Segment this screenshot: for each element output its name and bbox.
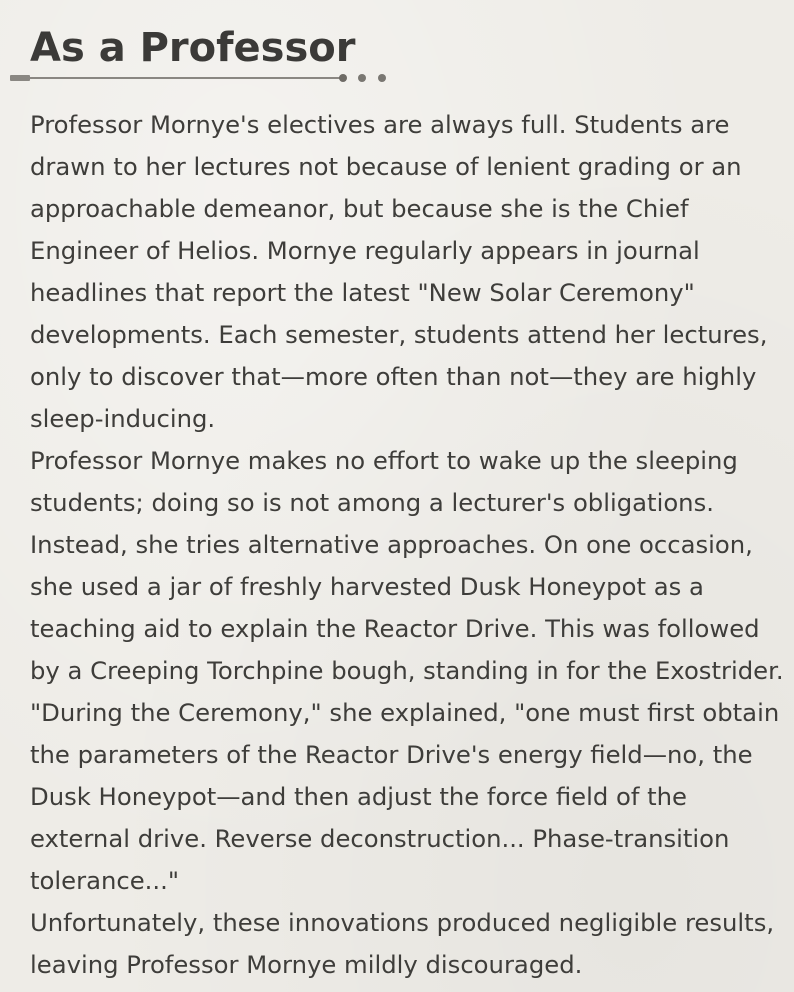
- divider-dot-icon: [358, 74, 366, 82]
- section-title: As a Professor: [30, 25, 356, 71]
- divider-cap: [10, 75, 30, 81]
- paragraph: Unfortunately, these innovations produced negligible results, leaving Professor Mornye mildly discouraged.: [30, 908, 775, 979]
- divider-dot-icon: [378, 74, 386, 82]
- divider-line: [10, 77, 340, 79]
- divider-dot-icon: [339, 74, 347, 82]
- section-body: [30, 104, 786, 986]
- paragraph: Professor Mornye's electives are always full. Students are drawn to her lectures not because of lenient grading or an approachable demeanor, but because she is the Chief Engineer of Helios. Mornye regularly appears in journal headlines that report the latest "New Solar Ceremony" developments. Each semester, students attend her lectures, only to discover that—more often than not—they are highly sleep-inducing.: [30, 110, 768, 433]
- title-divider: [10, 72, 390, 84]
- paragraph: Professor Mornye makes no effort to wake up the sleeping students; doing so is not among a lecturer's obligations. Instead, she tries alternative approaches. On one occasion, she used a jar of freshly harvested Dusk Honeypot as a teaching aid to explain the Reactor Drive. This was followed by a Creeping Torchpine bough, standing in for the Exostrider. "During the Ceremony," she explained, "one must first obtain the parameters of the Reactor Drive's energy field—no, the Dusk Honeypot—and then adjust the force field of the external drive. Reverse deconstruction... Phase-transition tolerance...": [30, 446, 784, 895]
